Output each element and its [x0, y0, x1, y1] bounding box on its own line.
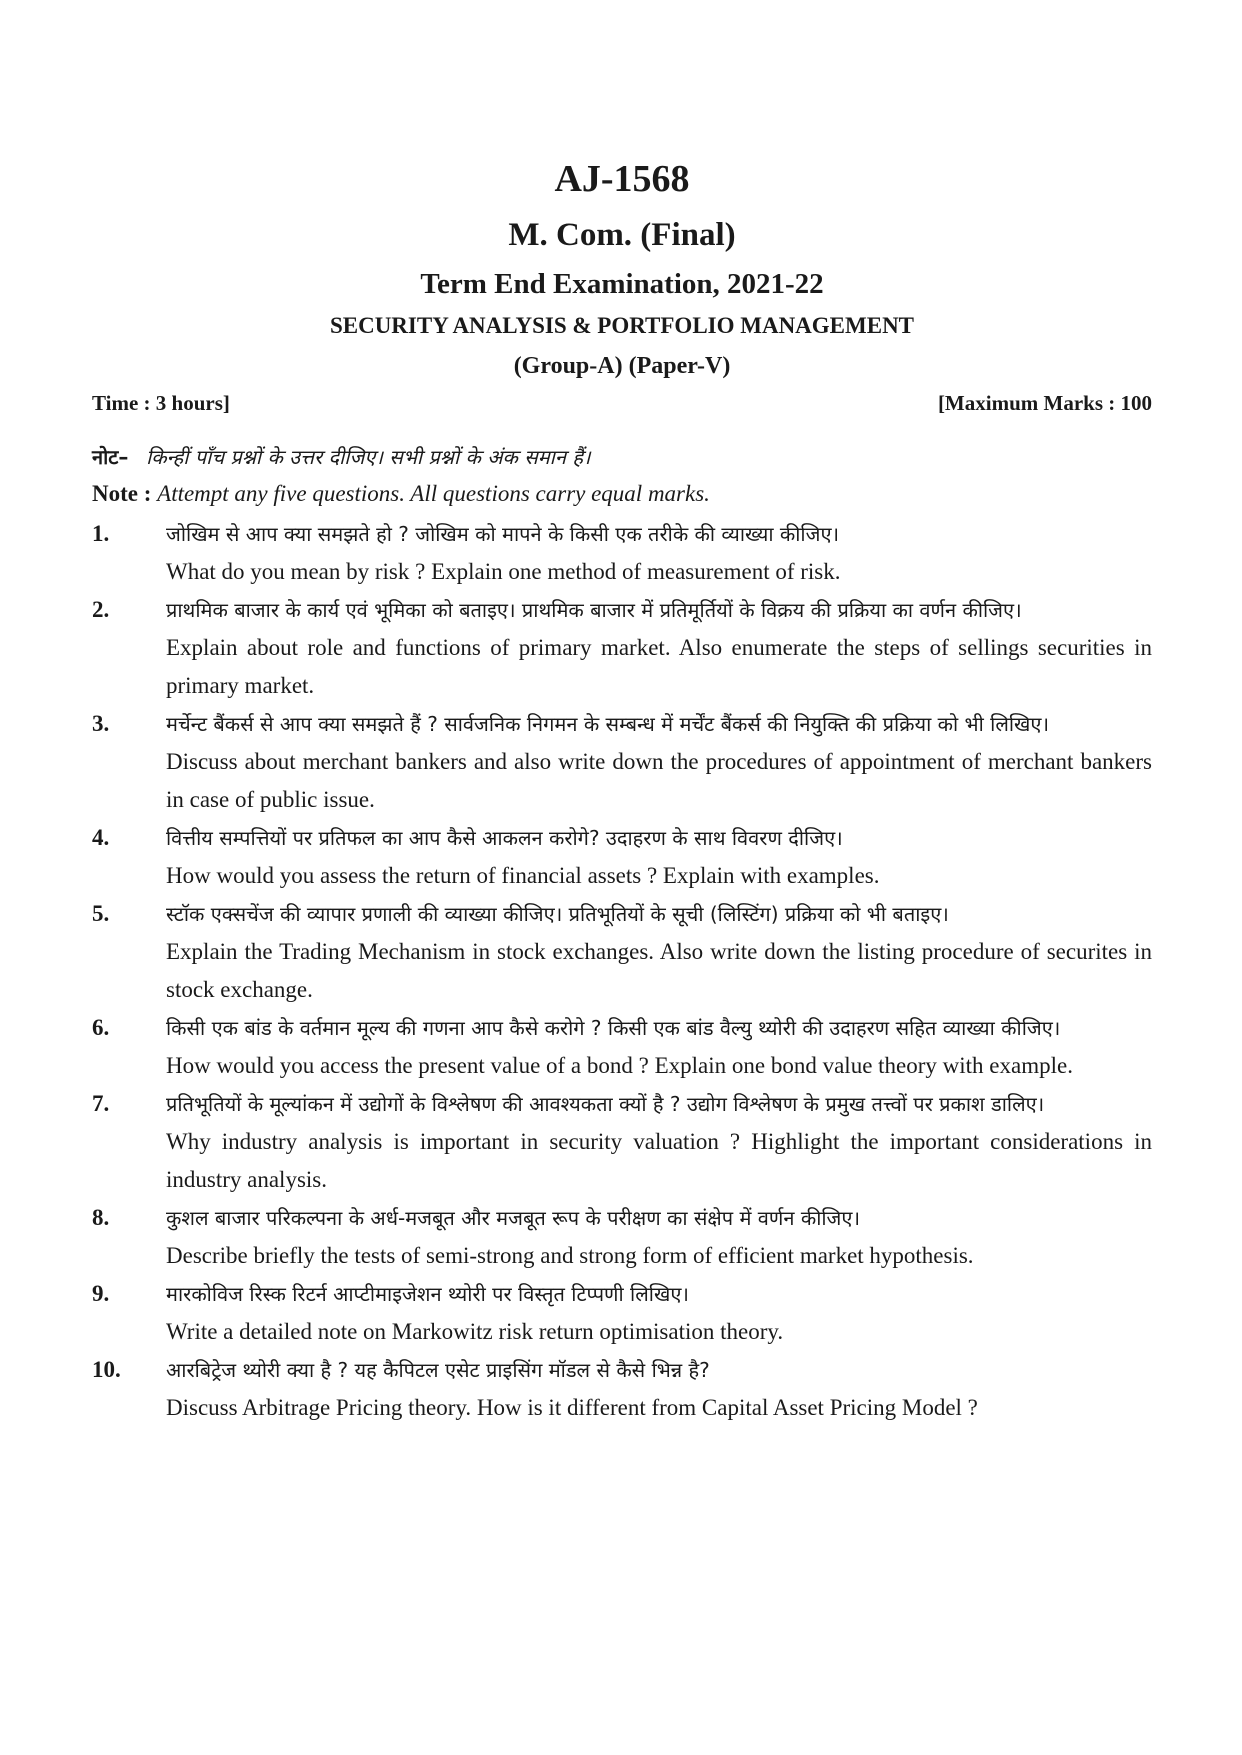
question-item: [92, 1199, 1152, 1275]
question-hindi: मर्चेन्ट बैंकर्स से आप क्या समझते हैं ? सार्वजनिक निगमन के सम्बन्ध में मर्चेंट बैंकर्स की नियुक्ति की प्रक्रिया को भी लिखिए।: [166, 712, 1050, 736]
question-item: [92, 1275, 1152, 1351]
question-english: Explain the Trading Mechanism in stock exchanges. Also write down the listing procedure of securites in stock exchange.: [166, 939, 1152, 1002]
question-hindi: कुशल बाजार परिकल्पना के अर्ध-मजबूत और मजबूत रूप के परीक्षण का संक्षेप में वर्णन कीजिए।: [166, 1206, 861, 1230]
question-english: Describe briefly the tests of semi-strong and strong form of efficient market hypothesis.: [166, 1243, 974, 1268]
note-hindi: [92, 443, 591, 470]
question-hindi: स्टॉक एक्सचेंज की व्यापार प्रणाली की व्याख्या कीजिए। प्रतिभूतियों के सूची (लिस्टिंग) प्रक्रिया को भी बताइए।: [166, 902, 949, 926]
note-english: [92, 481, 710, 507]
time-limit: Time : 3 hours]: [92, 391, 230, 415]
maximum-marks: [Maximum Marks : 100: [937, 391, 1152, 415]
question-list: [92, 515, 1152, 1427]
question-number: 8.: [92, 1205, 110, 1230]
question-english: Discuss about merchant bankers and also write down the procedures of appointment of merchant bankers in case of public issue.: [166, 749, 1152, 812]
question-number: 9.: [92, 1281, 110, 1306]
question-item: [92, 819, 1152, 895]
group-paper: (Group-A) (Paper-V): [513, 353, 731, 379]
question-english: What do you mean by risk ? Explain one method of measurement of risk.: [166, 559, 841, 584]
question-hindi: वित्तीय सम्पत्तियों पर प्रतिफल का आप कैसे आकलन करोगे? उदाहरण के साथ विवरण दीजिए।: [166, 826, 843, 850]
question-number: 5.: [92, 901, 110, 926]
question-english: Why industry analysis is important in security valuation ? Highlight the important considerations in industry analysis.: [166, 1129, 1152, 1192]
question-english: How would you assess the return of financial assets ? Explain with examples.: [166, 863, 880, 888]
question-number: 10.: [92, 1357, 121, 1382]
question-item: [92, 1009, 1152, 1085]
question-hindi: किसी एक बांड के वर्तमान मूल्य की गणना आप कैसे करोगे ? किसी एक बांड वैल्यु थ्योरी की उदाहरण सहित व्याख्या कीजिए।: [166, 1016, 1061, 1040]
question-item: [92, 705, 1152, 819]
question-number: 1.: [92, 521, 110, 546]
note-english-text: Attempt any five questions. All questions carry equal marks.: [157, 481, 710, 506]
note-hindi-label: नोट–: [92, 445, 129, 469]
exam-title: Term End Examination, 2021-22: [420, 268, 824, 300]
question-english: Explain about role and functions of primary market. Also enumerate the steps of sellings securities in primary market.: [166, 635, 1152, 698]
course-title: M. Com. (Final): [508, 217, 736, 253]
question-item: [92, 1085, 1152, 1199]
question-number: 7.: [92, 1091, 110, 1116]
question-number: 3.: [92, 711, 110, 736]
question-item: [92, 1351, 1152, 1427]
question-hindi: जोखिम से आप क्या समझते हो ? जोखिम को मापने के किसी एक तरीके की व्याख्या कीजिए।: [166, 522, 840, 546]
question-english: Discuss Arbitrage Pricing theory. How is it different from Capital Asset Pricing Model ?: [166, 1395, 978, 1420]
question-number: 6.: [92, 1015, 110, 1040]
question-hindi: मारकोविज रिस्क रिटर्न आप्टीमाइजेशन थ्योरी पर विस्तृत टिप्पणी लिखिए।: [166, 1282, 689, 1306]
question-english: How would you access the present value of a bond ? Explain one bond value theory with example.: [166, 1053, 1073, 1078]
question-number: 2.: [92, 597, 110, 622]
question-item: [92, 591, 1152, 705]
question-number: 4.: [92, 825, 110, 850]
note-english-label: Note :: [92, 481, 152, 506]
question-hindi: प्रतिभूतियों के मूल्यांकन में उद्योगों के विश्लेषण की आवश्यकता क्यों है ? उद्योग विश्लेषण के प्रमुख तत्त्वों पर प्रकाश डालिए।: [166, 1092, 1045, 1116]
subject-title: SECURITY ANALYSIS & PORTFOLIO MANAGEMENT: [329, 313, 915, 338]
question-hindi: आरबिट्रेज थ्योरी क्या है ? यह कैपिटल एसेट प्राइसिंग मॉडल से कैसे भिन्न है?: [166, 1358, 710, 1382]
paper-code: AJ-1568: [554, 158, 690, 200]
question-english: Write a detailed note on Markowitz risk return optimisation theory.: [166, 1319, 784, 1344]
question-hindi: प्राथमिक बाजार के कार्य एवं भूमिका को बताइए। प्राथमिक बाजार में प्रतिमूर्तियों के विक्रय की प्रक्रिया का वर्णन कीजिए।: [166, 598, 1022, 622]
question-item: [92, 515, 1152, 591]
note-hindi-text: किन्हीं पाँच प्रश्नों के उत्तर दीजिए। सभी प्रश्नों के अंक समान हैं।: [146, 445, 591, 469]
question-item: [92, 895, 1152, 1009]
